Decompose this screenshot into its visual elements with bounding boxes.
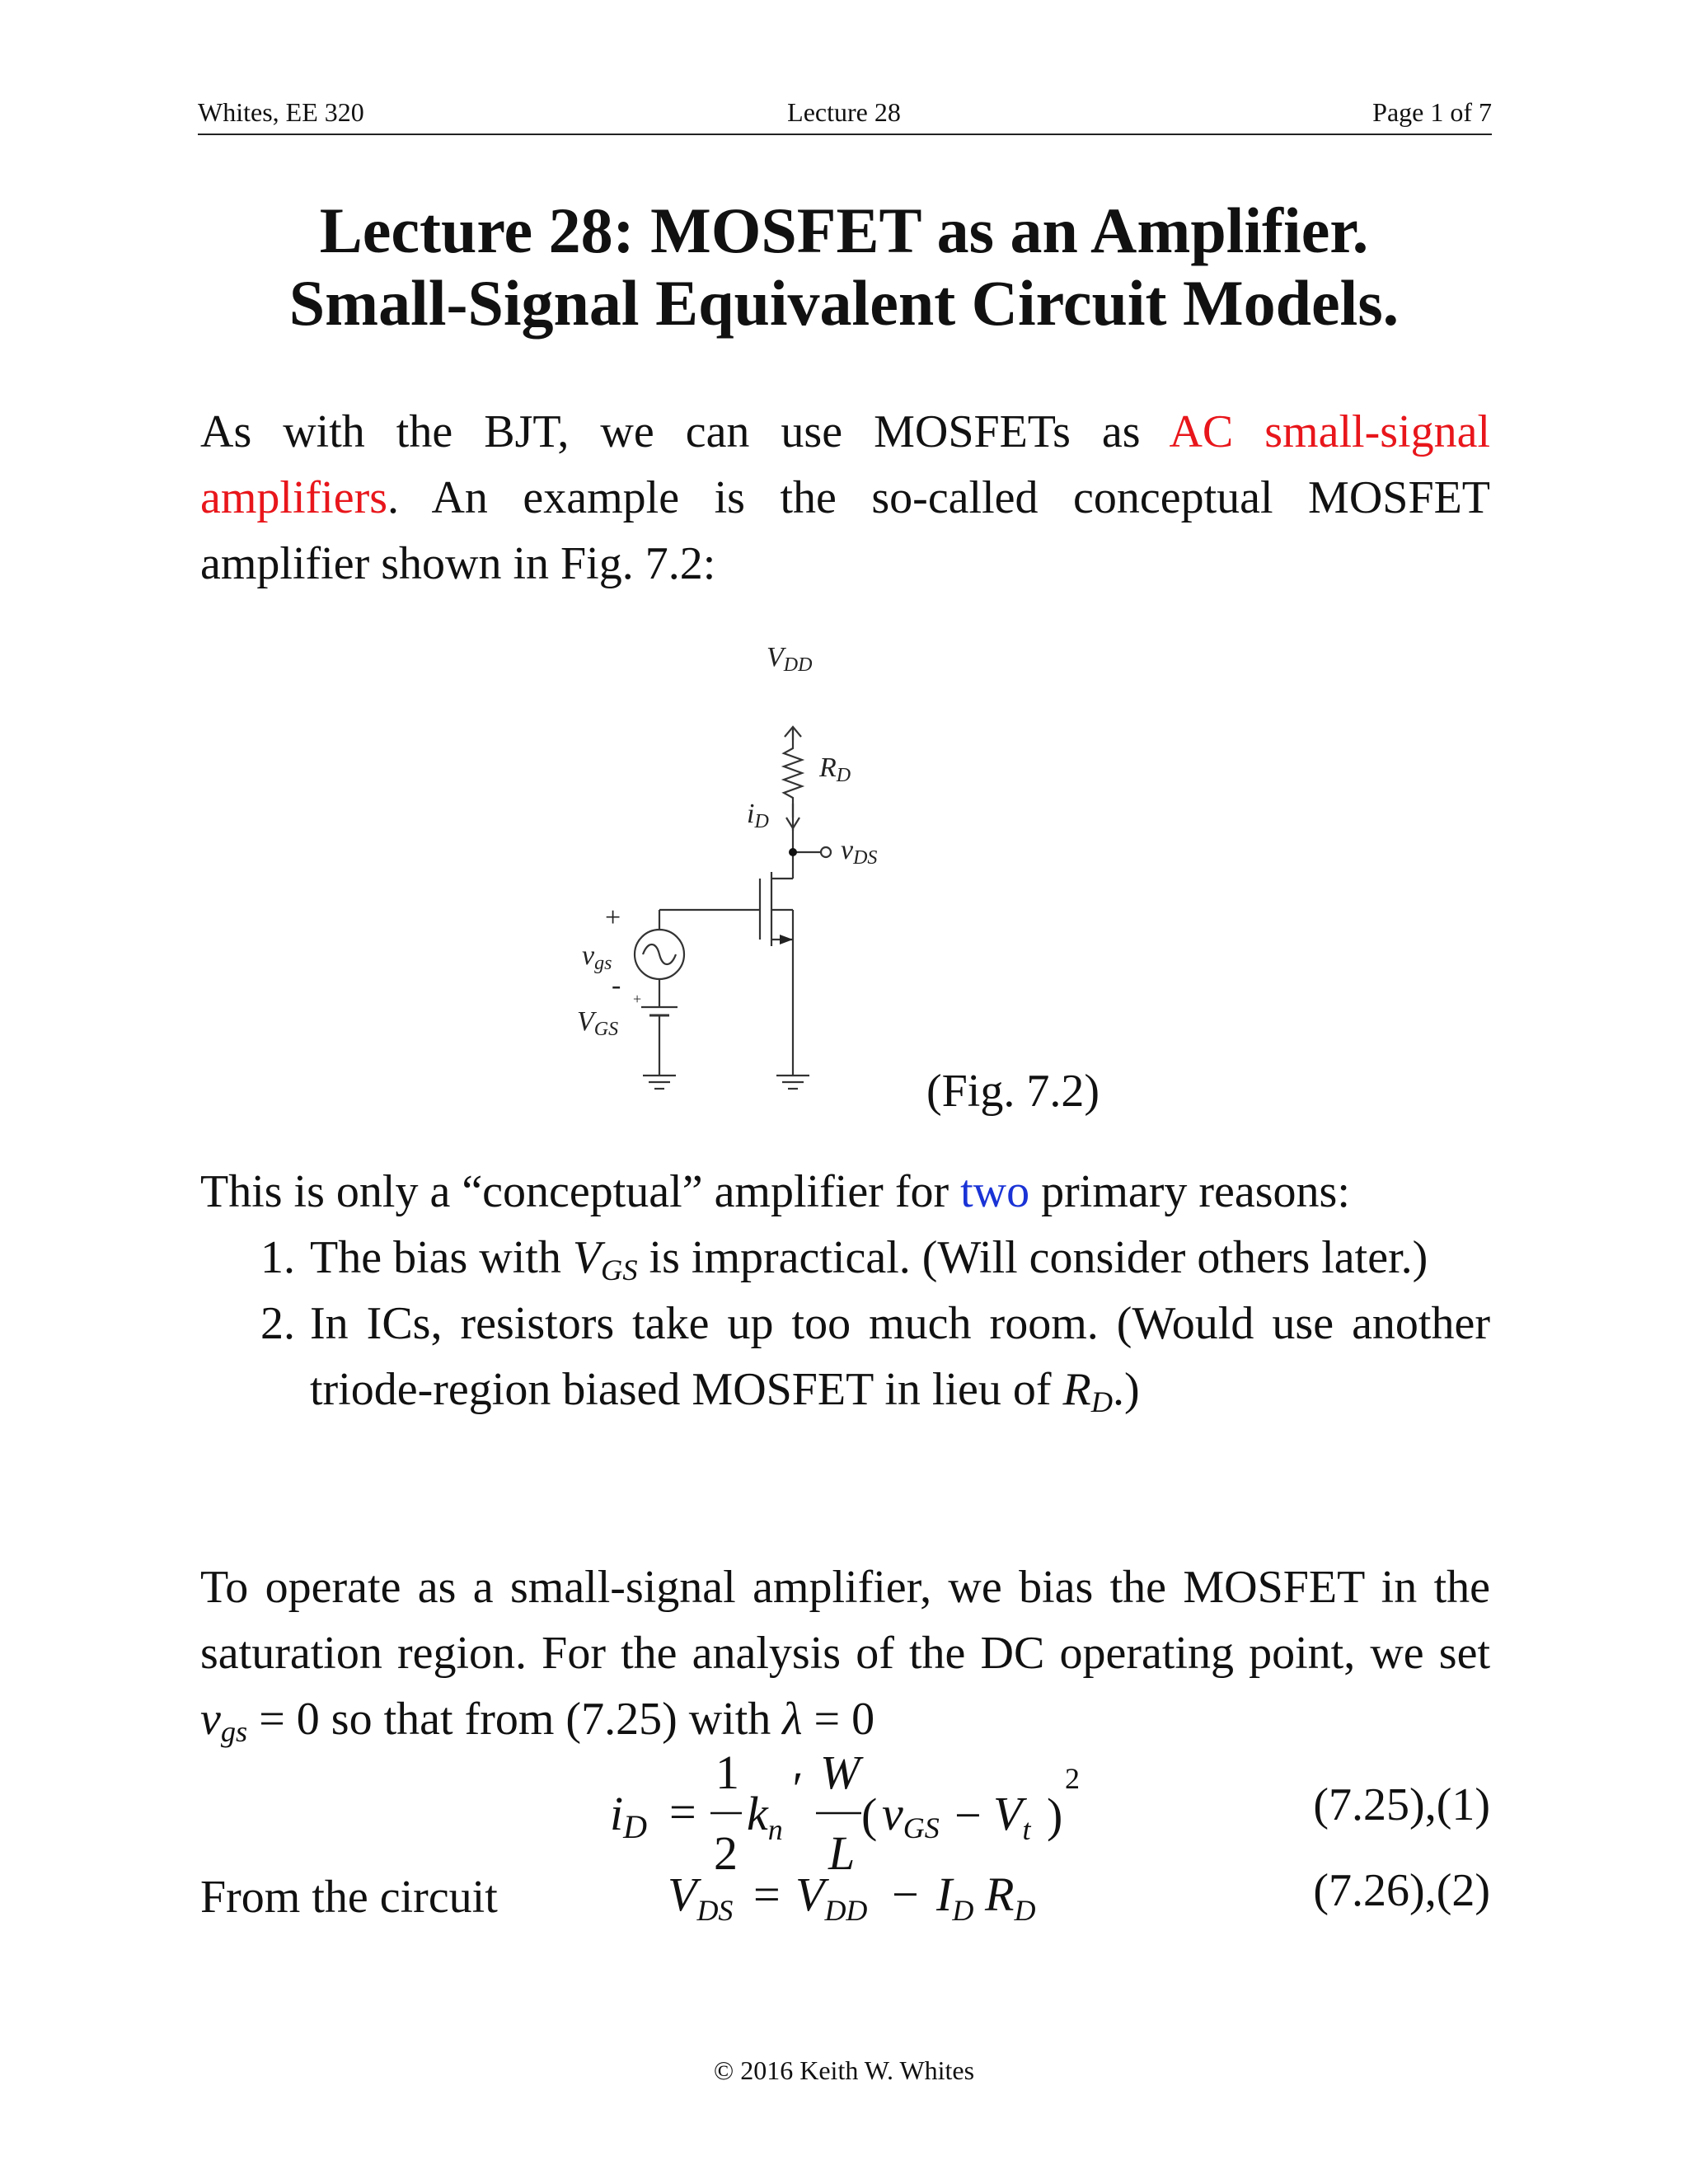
list-item-number: 2.	[260, 1298, 295, 1349]
label-vds: vDS	[841, 835, 878, 869]
svg-text:Vt: $V_t$	[993, 1787, 1031, 1846]
footer-copyright: © 2016 Keith W. Whites	[713, 2055, 975, 2085]
intro-text-1: As with the BJT, we can use MOSFETs as	[200, 406, 1170, 457]
title-line-1: Lecture 28: MOSFET as an Amplifier.	[319, 194, 1369, 266]
equation-2-label: (7.26),(2)	[1313, 1865, 1490, 1916]
list-item-text: In ICs, resistors take up too much room. (Would use another triode-region biased MOSFET in lieu of $R_D$.)	[310, 1298, 1490, 1419]
reasons-list	[200, 1225, 1490, 1422]
svg-text:VDD: $V_{DD}$	[795, 1868, 868, 1927]
mosfet-source-arrow	[780, 935, 793, 944]
svg-text:VDS: $V_{DS}$	[668, 1868, 734, 1927]
svg-text:(: (	[861, 1788, 878, 1842]
svg-text:kn: $k_n$	[747, 1787, 783, 1846]
ground-left	[643, 1076, 676, 1089]
title-line-2: Small-Signal Equivalent Circuit Models.	[288, 267, 1400, 339]
header-course: Whites, EE 320	[198, 97, 364, 127]
svg-text:2: 2	[714, 1826, 738, 1879]
svg-text:=: =	[669, 1785, 696, 1839]
ground-right	[776, 1076, 809, 1089]
svg-text:=: =	[753, 1868, 781, 1921]
list-item	[200, 1225, 1490, 1291]
reasons-intro	[200, 1159, 1490, 1225]
svg-text:iD: iD	[610, 1787, 648, 1845]
svg-text:W: W	[820, 1746, 860, 1799]
operating-paragraph: To operate as a small-signal amplifier, we bias the MOSFET in the saturation region. For the analysis of the DC operating point, we set $v_{gs} = 0$ so that from (7.25) with λ = 0	[200, 1562, 1490, 1749]
equation-2-prefix: From the circuit	[200, 1872, 498, 1923]
svg-text:vGS: vGS	[882, 1787, 940, 1844]
reasons-intro-highlight: two	[960, 1166, 1030, 1217]
svg-text:ID: $I_D$	[936, 1868, 974, 1927]
equation-1-label: (7.25),(1)	[1313, 1779, 1490, 1830]
intro-text-2: . An example is the so-called conceptual MOSFET amplifier shown in Fig. 7.2:	[200, 472, 1490, 589]
svg-text:2: 2	[1065, 1762, 1080, 1795]
header-page-number: Page 1 of 7	[1372, 97, 1492, 127]
drain-node	[789, 848, 797, 856]
label-id: iD	[747, 799, 769, 832]
svg-text:′: ′	[790, 1762, 800, 1816]
label-battery-plus: +	[633, 991, 642, 1007]
equation-7-26	[668, 1854, 1063, 1937]
intro-highlight: AC small-signal amplifiers	[200, 406, 1491, 523]
reasons-intro-b: primary reasons:	[1029, 1166, 1350, 1217]
label-vgs: vgs	[582, 940, 612, 974]
figure-caption: (Fig. 7.2)	[926, 1066, 1100, 1117]
vds-terminal	[821, 847, 831, 857]
label-rd: RD	[819, 752, 851, 786]
reasons-intro-a: This is only a “conceptual” amplifier for	[200, 1166, 961, 1217]
svg-text:L: L	[828, 1826, 856, 1879]
label-vdd: VDD	[767, 642, 813, 676]
label-vgs-dc: VGS	[577, 1006, 619, 1040]
label-plus: +	[605, 902, 621, 933]
svg-text:−: −	[892, 1868, 919, 1921]
header-lecture: Lecture 28	[787, 97, 901, 127]
svg-text:−: −	[954, 1788, 982, 1842]
svg-text:1: 1	[715, 1746, 739, 1799]
list-item-text: The bias with $V_{GS}$ is impractical. (Will consider others later.)	[310, 1232, 1428, 1287]
svg-text:): )	[1047, 1788, 1063, 1842]
svg-text:RD: $R_D$	[985, 1868, 1036, 1927]
label-minus: -	[612, 970, 621, 1001]
list-item	[200, 1291, 1490, 1422]
list-item-number: 1.	[260, 1232, 295, 1283]
